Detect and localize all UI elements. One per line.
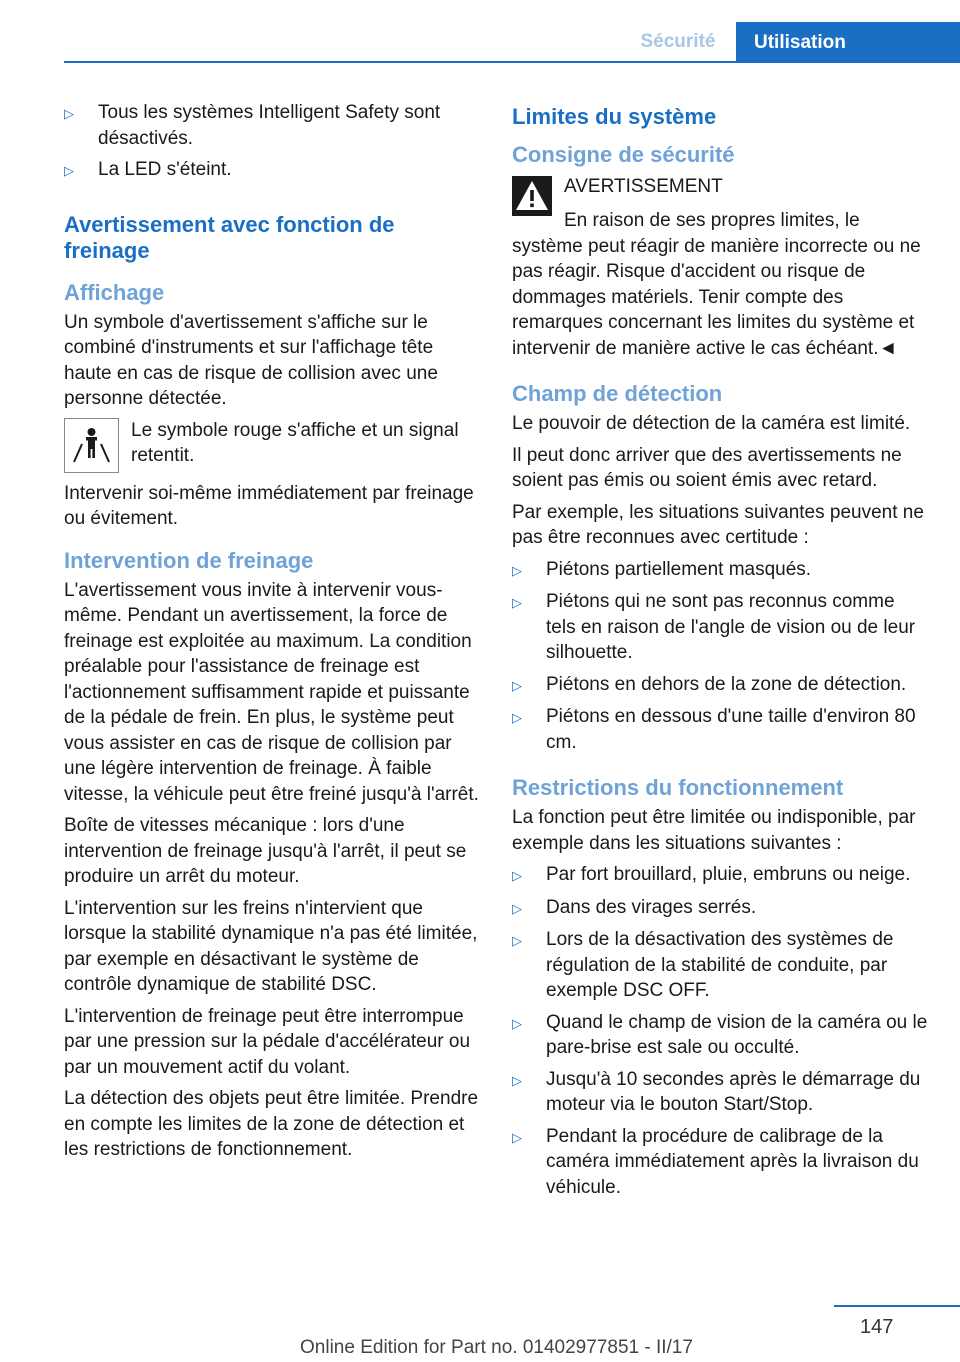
subsection-heading: Consigne de sécurité — [512, 142, 735, 167]
warning-triangle-icon — [512, 176, 552, 216]
list-item: ▷ Quand le champ de vision de la caméra ou le pare-brise est sale ou occulté. — [512, 1010, 928, 1061]
bullet-marker: ▷ — [512, 933, 522, 948]
bullet-marker: ▷ — [512, 1015, 522, 1031]
symbol-row — [64, 418, 480, 473]
list-item: ▷ Lors de la désactivation des systèmes de régulation de la stabilité de conduite, par exemple DSC OFF. — [512, 927, 928, 1004]
list-item: ▷ Dans des virages serrés. — [512, 895, 928, 922]
bullet-marker: ▷ — [512, 1072, 522, 1088]
subsection-heading: Intervention de freinage — [64, 547, 314, 573]
list-item: ▷ Piétons en dessous d'une taille d'environ 80 cm. — [512, 704, 928, 755]
pedestrian-warning-icon — [64, 418, 119, 473]
footer-rule — [834, 1305, 960, 1307]
subsection-heading: Restrictions du fonctionnement — [512, 775, 844, 800]
header-rule — [64, 61, 960, 63]
list-item: ▷ La LED s'éteint. — [64, 157, 480, 184]
list-item: ▷ Tous les systèmes Intelligent Safety sont désactivés. — [64, 100, 480, 151]
paragraph: Un symbole d'avertissement s'affiche sur le combiné d'instruments et sur l'affichage tête haute en cas de risque de collision avec une personne détectée. — [64, 311, 438, 409]
paragraph: La détection des objets peut être limitée. Prendre en compte les limites de la zone de détection et les restrictions de fonctionnement. — [64, 1088, 479, 1160]
bullet-marker: ▷ — [512, 595, 522, 610]
bullet-marker: ▷ — [512, 710, 522, 725]
list-item: ▷ Jusqu'à 10 secondes après le démarrage du moteur via le bouton Start/Stop. — [512, 1067, 928, 1118]
paragraph: Il peut donc arriver que des avertissements ne soient pas émis ou soient émis avec retard. — [512, 444, 902, 491]
warning-title: AVERTISSEMENT — [564, 176, 723, 197]
page-number: 147 — [860, 1316, 894, 1338]
list-item: ▷ Pendant la procédure de calibrage de la caméra immédiatement après la livraison du véhicule. — [512, 1124, 928, 1201]
subsection-heading: Affichage — [64, 279, 165, 305]
warning-text: En raison de ses propres limites, le système peut réagir de manière incorrecte ou ne pas réagir. Risque d'accident ou risque de dommages matériels. Tenir compte des remarques concernant les limites du système et intervenir de manière active le cas échéant.◄ — [512, 210, 921, 359]
edition-footer: Online Edition for Part no. 01402977851 - II/17 — [300, 1337, 693, 1358]
paragraph: La fonction peut être limitée ou indisponible, par exemple dans les situations suivantes : — [512, 807, 916, 854]
right-column — [512, 100, 928, 1206]
section-heading: Limites du système — [512, 104, 717, 129]
bullet-marker: ▷ — [64, 163, 74, 178]
list-item: ▷ Piétons en dehors de la zone de détection. — [512, 672, 928, 699]
subsection-heading: Champ de détection — [512, 381, 723, 406]
bullet-marker: ▷ — [512, 1129, 522, 1145]
list-item: ▷ Par fort brouillard, pluie, embruns ou neige. — [512, 862, 928, 889]
paragraph: L'intervention sur les freins n'intervient que lorsque la stabilité dynamique n'a pas été limitée, par exemple en désactivant le système de contrôle dynamique de stabilité DSC. — [64, 897, 478, 995]
section-heading: Avertissement avec fonction de freinage — [64, 211, 395, 263]
bullet-marker: ▷ — [64, 106, 74, 121]
bullet-marker: ▷ — [512, 562, 522, 578]
paragraph: Intervenir soi-même immédiatement par freinage ou évitement. — [64, 482, 474, 529]
tab-securite[interactable]: Sécurité — [640, 31, 716, 52]
paragraph: Par exemple, les situations suivantes peuvent ne pas être reconnues avec certitude : — [512, 501, 924, 548]
list-item: ▷ Piétons partiellement masqués. — [512, 557, 928, 584]
bullet-marker: ▷ — [512, 900, 522, 916]
symbol-description: Le symbole rouge s'affiche et un signal retentit. — [131, 419, 459, 466]
paragraph: Boîte de vitesses mécanique : lors d'une intervention de freinage jusqu'à l'arrêt, il peut se produire un arrêt du moteur. — [64, 815, 467, 887]
paragraph: Le pouvoir de détection de la caméra est limité. — [512, 413, 911, 434]
paragraph: L'avertissement vous invite à intervenir vous-même. Pendant un avertissement, la force de freinage est exploitée au maximum. La condition préalable pour l'assistance de freinage est l'actionnement suffisamment rapide et puissante de la pédale de frein. En plus, le système peut vous assister en cas de risque de collision par une légère intervention de freinage. À faible vitesse, la véhicule peut être freiné jusqu'à l'arrêt. — [64, 579, 479, 805]
tab-utilisation[interactable]: Utilisation — [736, 22, 960, 63]
list-item: ▷ Piétons qui ne sont pas reconnus comme tels en raison de l'angle de vision ou de leur silhouette. — [512, 589, 928, 666]
bullet-marker: ▷ — [512, 868, 522, 883]
left-column — [64, 100, 480, 1169]
paragraph: L'intervention de freinage peut être interrompue par une pression sur la pédale d'accélérateur ou par un mouvement actif du volant. — [64, 1005, 471, 1078]
bullet-marker: ▷ — [512, 677, 522, 693]
